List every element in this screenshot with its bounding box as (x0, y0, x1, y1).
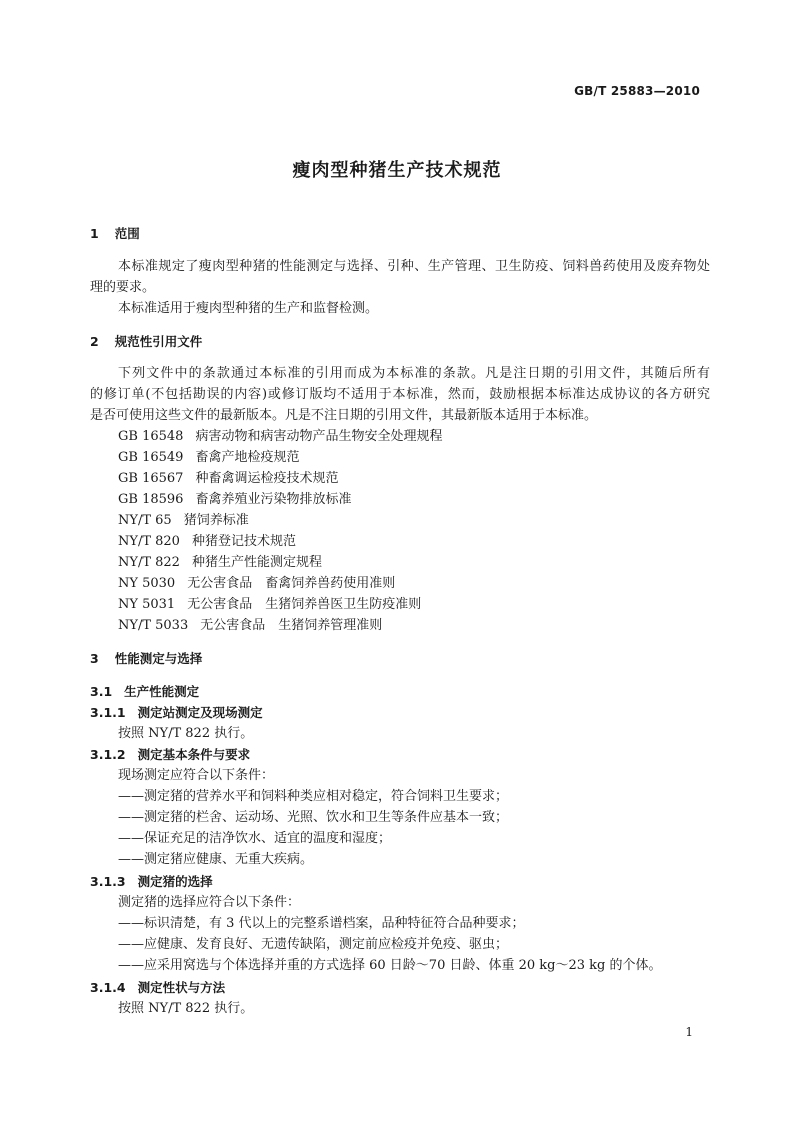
paragraph-line: 按照 NY/T 822 执行。 (118, 726, 254, 741)
paragraph-line: 本标准规定了瘦肉型种猪的性能测定与选择、引种、生产管理、卫生防疫、饲料兽药使用及废弃物处 (118, 259, 710, 274)
reference-item (118, 471, 710, 487)
subsection-number: 3.1.4 (90, 980, 126, 995)
paragraph-line: 按照 NY/T 822 执行。 (118, 1001, 254, 1016)
list-item: ——测定猪的营养水平和饲料种类应相对稳定，符合饲料卫生要求； (118, 789, 509, 804)
reference-title: 畜禽产地检疫规范 (195, 450, 300, 465)
paragraph-line: 是否可使用这些文件的最新版本。凡是不注日期的引用文件，其最新版本适用于本标准。 (90, 408, 598, 423)
reference-item (118, 597, 710, 613)
section-title: 范围 (114, 226, 140, 241)
document-title: 瘦肉型种猪生产技术规范 (292, 160, 502, 181)
list-item: ——应采用窝选与个体选择并重的方式选择 60 日龄～70 日龄、体重 20 kg～23 kg 的个体。 (118, 958, 662, 973)
subsection-number: 3.1.2 (90, 747, 126, 762)
reference-item (118, 555, 710, 571)
section-number: 3 (90, 651, 99, 666)
paragraph-line: 下列文件中的条款通过本标准的引用而成为本标准的条款。凡是注日期的引用文件，其随后所有 (118, 366, 710, 381)
reference-item (118, 534, 710, 550)
paragraph-line: 本标准适用于瘦肉型种猪的生产和监督检测。 (118, 301, 379, 316)
reference-title: 无公害食品 生猪饲养管理准则 (200, 618, 383, 633)
list-item: ——测定猪的栏舍、运动场、光照、饮水和卫生等条件应基本一致； (118, 810, 509, 825)
reference-title: 种猪生产性能测定规程 (191, 555, 322, 570)
reference-title: 无公害食品 畜禽饲养兽药使用准则 (187, 576, 396, 591)
subsection-3-1-1-heading (90, 705, 710, 721)
section-3-heading (90, 651, 710, 667)
section-number: 2 (90, 334, 99, 349)
reference-code: NY/T 820 (118, 534, 180, 549)
page-number: 1 (685, 1025, 693, 1039)
reference-title: 种畜禽调运检疫技术规范 (195, 471, 339, 486)
reference-item (118, 513, 710, 529)
reference-item (118, 618, 710, 634)
subsection-title: 测定猪的选择 (137, 874, 213, 889)
subsection-title: 测定站测定及现场测定 (137, 705, 263, 720)
section-title: 规范性引用文件 (114, 334, 203, 349)
reference-code: NY 5030 (118, 576, 176, 591)
paragraph-line: 现场测定应符合以下条件： (118, 768, 275, 783)
standard-code: GB/T 25883—2010 (574, 84, 700, 98)
list-item: ——应健康、发育良好、无遗传缺陷，测定前应检疫并免疫、驱虫； (118, 937, 509, 952)
subsection-number: 3.1.3 (90, 874, 126, 889)
paragraph-line: 的修订单(不包括勘误的内容)或修订版均不适用于本标准，然而，鼓励根据本标准达成协议的各方研究 (90, 387, 710, 402)
reference-item (118, 429, 710, 445)
reference-item (118, 450, 710, 466)
reference-item (118, 492, 710, 508)
section-2-heading (90, 334, 710, 350)
subsection-number: 3.1.1 (90, 705, 126, 720)
subsection-3-1-2-heading (90, 747, 710, 763)
list-item: ——测定猪应健康、无重大疾病。 (118, 852, 314, 867)
subsection-number: 3.1 (90, 684, 113, 699)
subsection-title: 测定性状与方法 (137, 980, 226, 995)
reference-title: 猪饲养标准 (183, 513, 249, 528)
list-item: ——标识清楚，有 3 代以上的完整系谱档案，品种特征符合品种要求； (118, 916, 525, 931)
reference-title: 病害动物和病害动物产品生物安全处理规程 (195, 429, 443, 444)
reference-code: GB 16549 (118, 450, 184, 465)
subsection-3-1-4-heading (90, 980, 710, 996)
section-number: 1 (90, 226, 99, 241)
subsection-title: 测定基本条件与要求 (137, 747, 251, 762)
reference-code: NY/T 5033 (118, 618, 189, 633)
subsection-3-1-3-heading (90, 874, 710, 890)
reference-code: NY 5031 (118, 597, 176, 612)
reference-title: 无公害食品 生猪饲养兽医卫生防疫准则 (187, 597, 422, 612)
reference-item (118, 576, 710, 592)
reference-code: GB 16548 (118, 429, 184, 444)
subsection-title: 生产性能测定 (124, 684, 200, 699)
section-1-heading (90, 226, 710, 242)
list-item: ——保证充足的洁净饮水、适宜的温度和湿度； (118, 831, 392, 846)
paragraph-line: 理的要求。 (90, 280, 156, 295)
reference-code: GB 16567 (118, 471, 184, 486)
reference-title: 种猪登记技术规范 (191, 534, 296, 549)
reference-title: 畜禽养殖业污染物排放标准 (195, 492, 352, 507)
reference-code: GB 18596 (118, 492, 184, 507)
reference-code: NY/T 822 (118, 555, 180, 570)
reference-code: NY/T 65 (118, 513, 172, 528)
paragraph-line: 测定猪的选择应符合以下条件： (118, 895, 301, 910)
subsection-3-1-heading (90, 684, 710, 700)
section-title: 性能测定与选择 (114, 651, 203, 666)
